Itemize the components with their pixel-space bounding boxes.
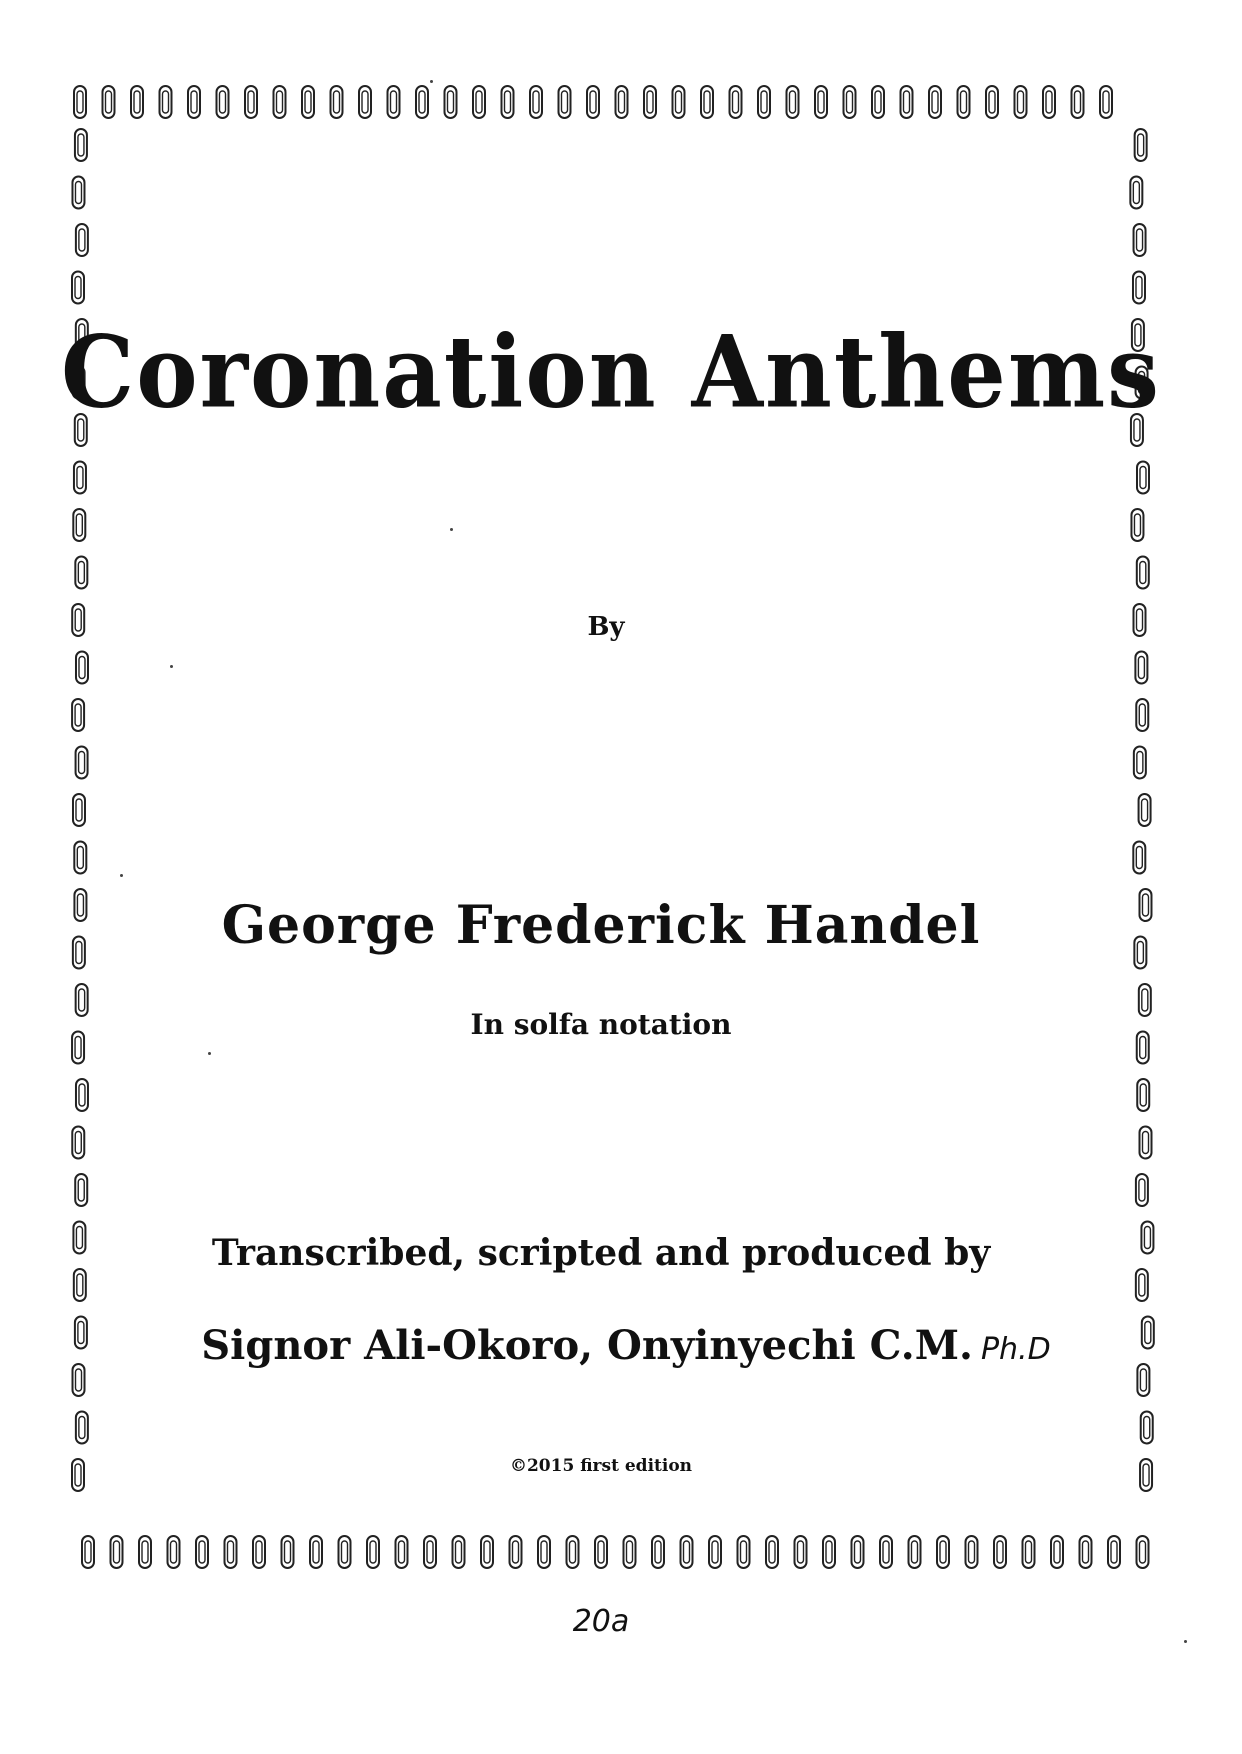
scan-speck [170,665,173,668]
scan-speck [120,874,123,877]
paperclip-icon [74,86,86,118]
paperclip-icon [416,86,428,118]
paperclip-icon [644,86,656,118]
paperclip-icon [302,86,314,118]
paperclip-icon [75,1174,87,1206]
paperclip-icon [76,224,88,256]
paperclip-icon [567,1536,579,1568]
paperclip-icon [331,86,343,118]
paperclip-icon [1141,1412,1153,1444]
paperclip-icon [709,1536,721,1568]
paperclip-icon [103,86,115,118]
paperclip-icon [966,1536,978,1568]
paperclip-icon [901,86,913,118]
paperclip-icon [986,86,998,118]
paperclip-icon [481,1536,493,1568]
paperclip-icon [75,557,87,589]
paperclip-icon [139,1536,151,1568]
paperclip-icon [1137,1079,1149,1111]
document-title: Coronation Anthems [61,313,1161,431]
paperclip-icon [75,129,87,161]
paperclip-icon [1080,1536,1092,1568]
paperclip-icon [681,1536,693,1568]
paperclip-icon [815,86,827,118]
paperclip-icon [1135,652,1147,684]
scan-speck [208,1052,211,1055]
paperclip-icon [1136,699,1148,731]
paperclip-icon [538,1536,550,1568]
paperclip-icon [652,1536,664,1568]
paperclip-icon [310,1536,322,1568]
paperclip-icon [510,1536,522,1568]
paperclip-icon [396,1536,408,1568]
paperclip-icon [245,86,257,118]
paperclip-icon [758,86,770,118]
paperclip-icon [72,1127,84,1159]
notation-subtitle: In solfa notation [470,1008,732,1041]
paperclip-icon [253,1536,265,1568]
paperclip-icon [1137,1536,1149,1568]
paperclip-icon [909,1536,921,1568]
paperclip-icon [453,1536,465,1568]
paperclip-icon [530,86,542,118]
paperclip-icon [1043,86,1055,118]
scan-speck [1184,1640,1187,1643]
paperclip-icon [1137,462,1149,494]
paperclip-icon [73,509,85,541]
paperclip-icon [111,1536,123,1568]
paperclip-icon [73,794,85,826]
paperclip-icon [445,86,457,118]
paperclip-icon [929,86,941,118]
paperclip-icon [424,1536,436,1568]
paperclip-icon [587,86,599,118]
scan-speck [430,80,433,83]
paperclip-icon [624,1536,636,1568]
paperclip-icon [1108,1536,1120,1568]
paperclip-icon [74,462,86,494]
by-label: By [587,612,625,642]
author-line [5,1322,1242,1369]
paperclip-icon [74,842,86,874]
paperclip-icon [168,1536,180,1568]
paperclip-icon [1130,177,1142,209]
paperclip-icon [282,1536,294,1568]
paperclip-icon [1072,86,1084,118]
paperclip-icon [72,272,84,304]
paperclip-icon [616,86,628,118]
paperclip-icon [958,86,970,118]
author-suffix: Ph.D [980,1332,1051,1367]
paperclip-icon [131,86,143,118]
paperclip-icon [673,86,685,118]
paperclip-icon [1051,1536,1063,1568]
paperclip-icon [994,1536,1006,1568]
page-number: 20a [572,1604,630,1639]
paperclip-icon [1015,86,1027,118]
paperclip-icon [1137,557,1149,589]
paperclip-icon [1133,842,1145,874]
credit-line: Transcribed, scripted and produced by [211,1232,991,1274]
paperclip-icon [367,1536,379,1568]
paperclip-icon [72,177,84,209]
paperclip-icon [196,1536,208,1568]
author-name: Signor Ali-Okoro, Onyinyechi C.M. [201,1322,973,1369]
paperclip-icon [76,747,88,779]
paperclip-icon [502,86,514,118]
paperclip-icon [937,1536,949,1568]
paperclip-icon [730,86,742,118]
paperclip-icon [1136,1174,1148,1206]
paperclip-icon [872,86,884,118]
paperclip-icon [76,652,88,684]
paperclip-icon [388,86,400,118]
paperclip-icon [339,1536,351,1568]
paperclip-icon [76,1412,88,1444]
paperclip-icon [595,1536,607,1568]
paperclip-icon [766,1536,778,1568]
paperclip-icon [473,86,485,118]
paperclip-icon [795,1536,807,1568]
paperclip-icon [217,86,229,118]
paperclip-icon [160,86,172,118]
paperclip-icon [76,1079,88,1111]
composer-name: George Frederick Handel [221,895,981,956]
paperclip-icon [82,1536,94,1568]
paperclip-icon [1131,509,1143,541]
paperclip-icon [787,86,799,118]
paperclip-icon [559,86,571,118]
paperclip-icon [1135,129,1147,161]
scan-speck [450,528,453,531]
paperclip-icon [880,1536,892,1568]
paperclip-icon [188,86,200,118]
paperclip-icon [738,1536,750,1568]
paperclip-icon [852,1536,864,1568]
paperclip-icon [1134,747,1146,779]
paperclip-icon [823,1536,835,1568]
paperclip-icon [72,699,84,731]
paperclip-icon [1023,1536,1035,1568]
paperclip-icon [1140,1127,1152,1159]
paperclip-icon [1139,794,1151,826]
paperclip-icon [1134,224,1146,256]
paperclip-icon [359,86,371,118]
paperclip-icon [225,1536,237,1568]
paperclip-icon [701,86,713,118]
paperclip-icon [274,86,286,118]
paperclip-icon [844,86,856,118]
copyright-notice: ©2015 first edition [509,1456,693,1476]
paperclip-icon [1100,86,1112,118]
paperclip-icon [1133,272,1145,304]
